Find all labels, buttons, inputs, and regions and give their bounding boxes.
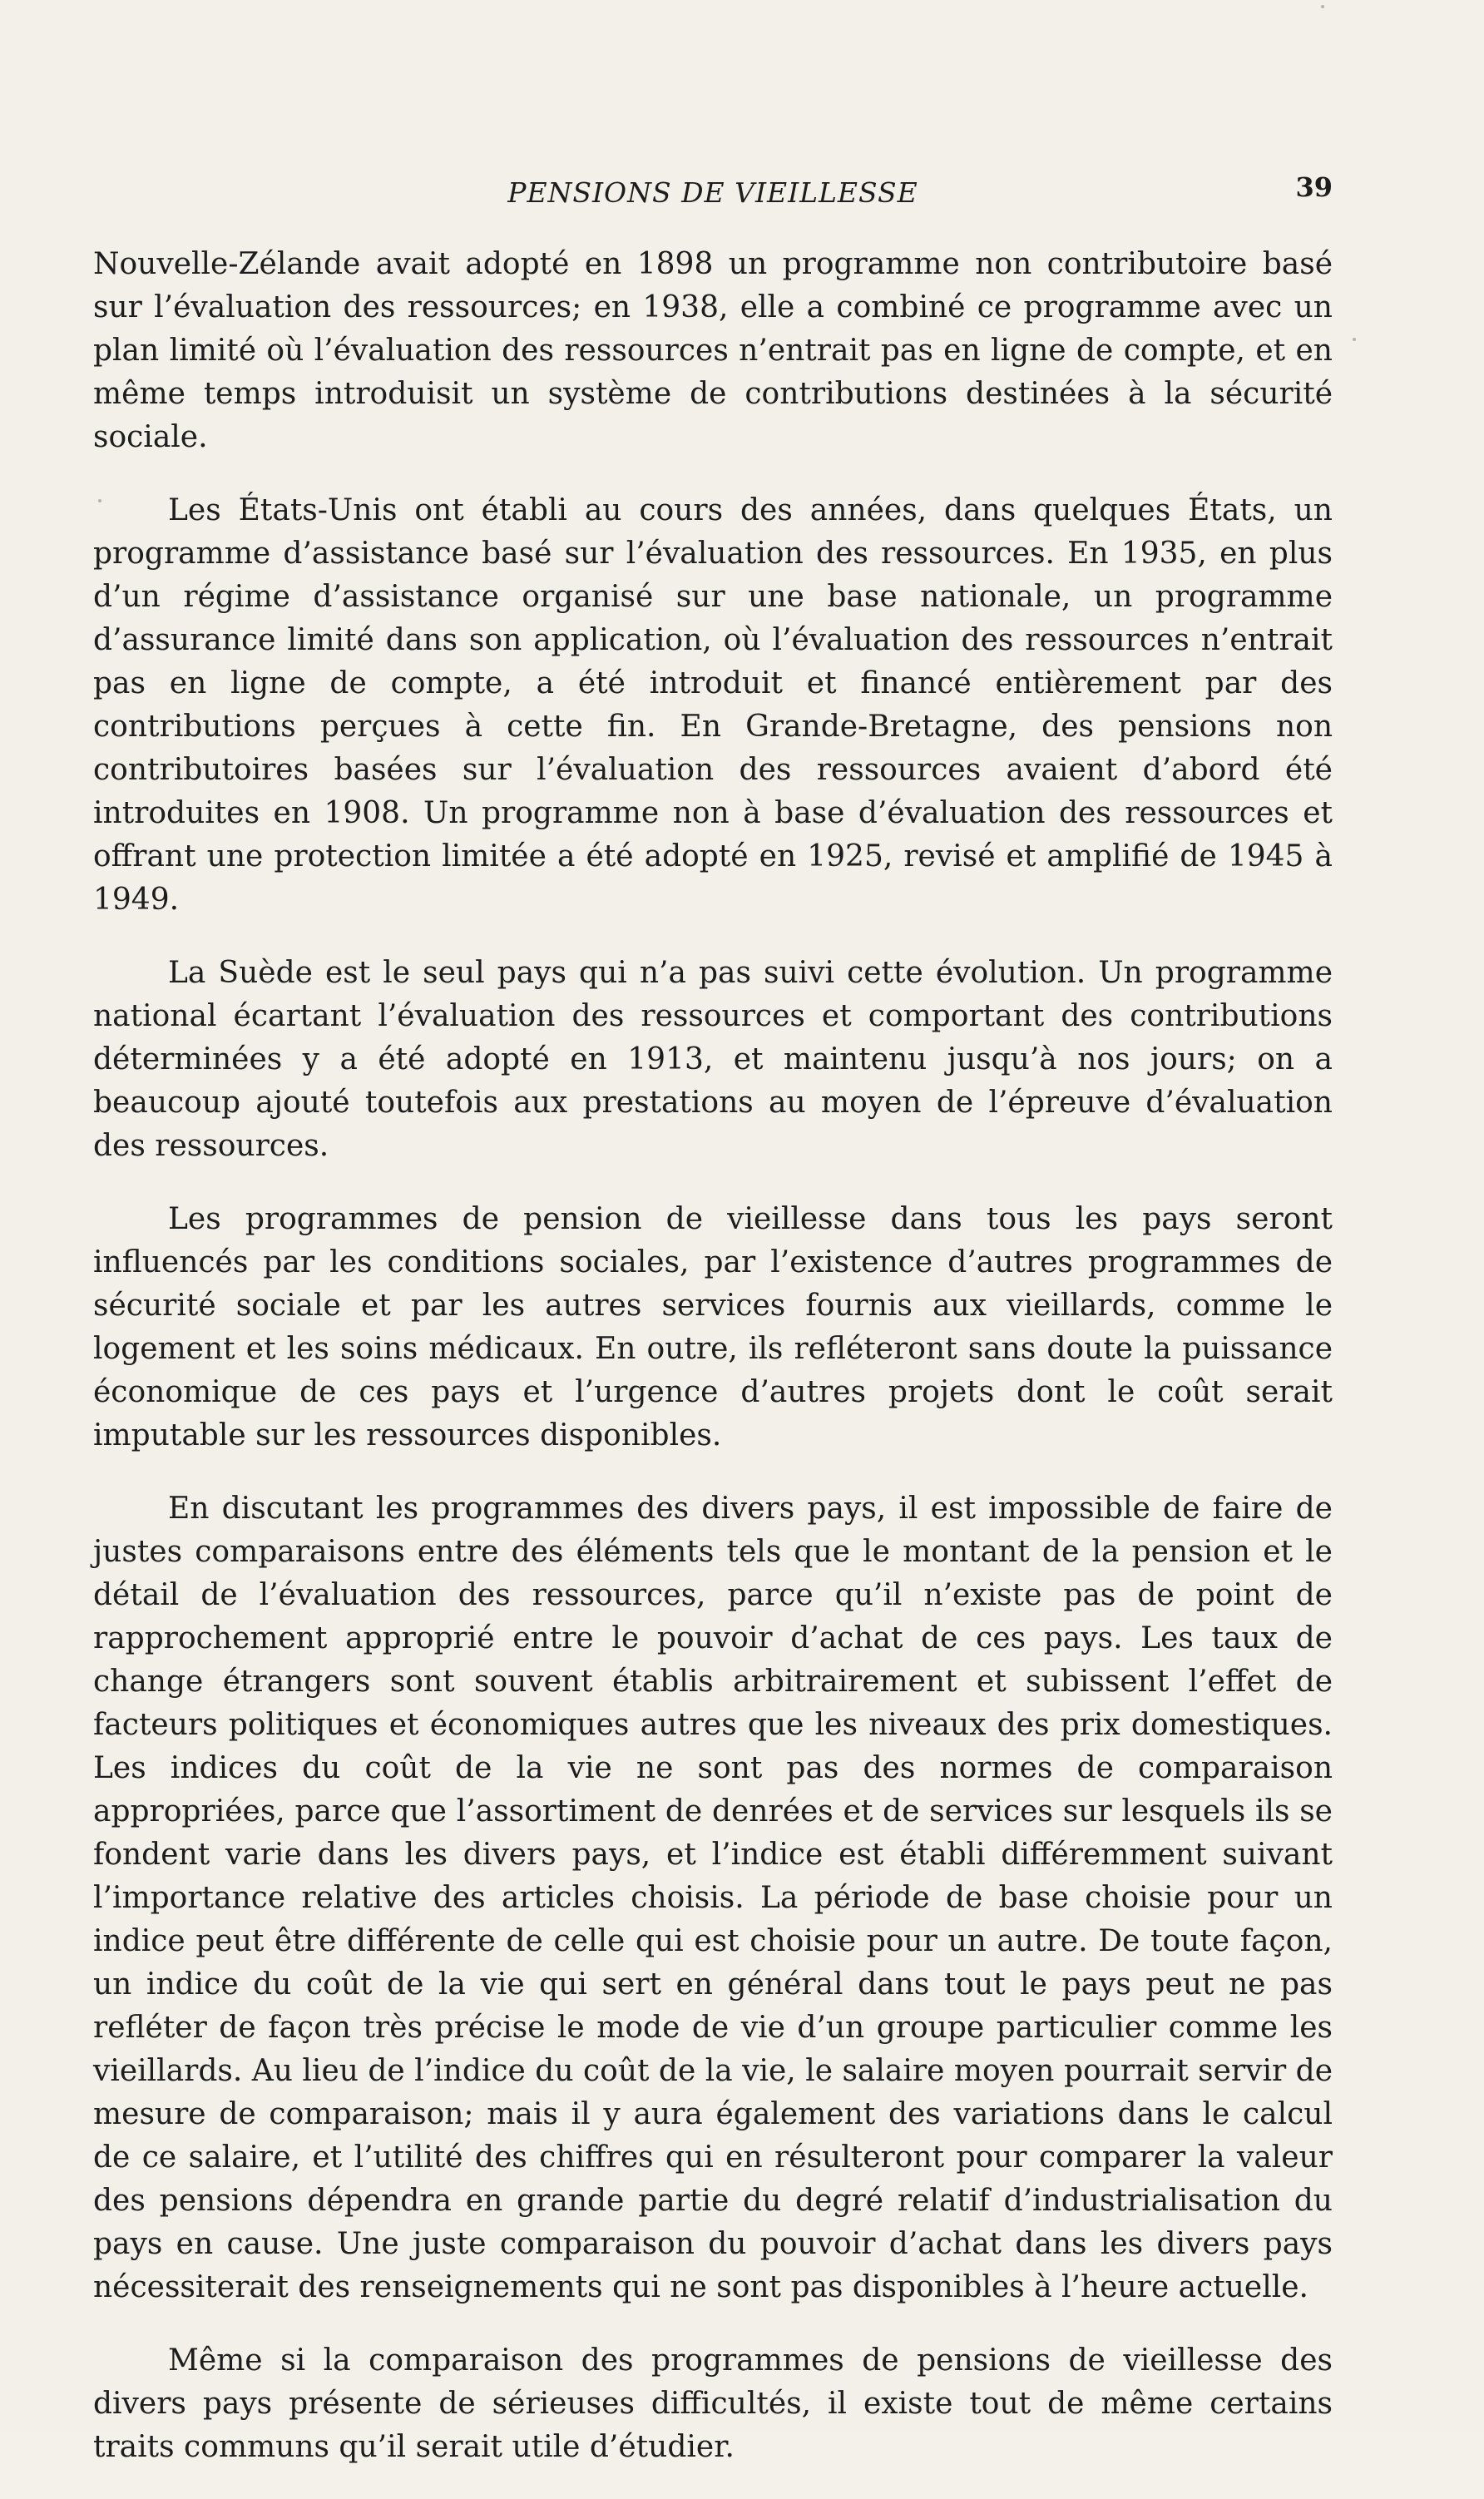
print-speck [1321, 5, 1324, 8]
body-text [93, 243, 1333, 2499]
print-speck [1353, 338, 1356, 341]
paragraph-united-states: Les États-Unis ont établi au cours des années, dans quelques États, un programme d’assistance basé sur l’évaluation des ressources. En 1935, en plus d’un régime d’assistance organisé sur une base nationale, un programme d’assurance limité dans son application, où l’évaluation des ressources n’entrait pas en ligne de compte, a été introduit et financé entièrement par des contributions perçues à cette fin. En Grande-Bretagne, des pensions non contributoires basées sur l’évaluation des ressources avaient d’abord été introduites en 1908. Un programme non à base d’évaluation des ressources et offrant une protection limitée a été adopté en 1925, revisé et amplifié de 1945 à 1949. [93, 493, 1333, 917]
page-number: 39 [1295, 171, 1333, 203]
paragraph-sweden: La Suède est le seul pays qui n’a pas suivi cette évolution. Un programme national écartant l’évaluation des ressources et comportant des contributions déterminées y a été adopté en 1913, et maintenu jusqu’à nos jours; on a beaucoup ajouté toutefois aux prestations au moyen de l’épreuve d’évaluation des ressources. [93, 956, 1333, 1163]
paragraph-continuation: Nouvelle-Zélande avait adopté en 1898 un programme non contributoire basé sur l’évaluation des ressources; en 1938, elle a combiné ce programme avec un plan limité où l’évaluation des ressources n’entrait pas en ligne de compte, et en même temps introduisit un système de contributions destinées à la sécurité sociale. [93, 247, 1333, 454]
paragraph-comparisons: En discutant les programmes des divers pays, il est impossible de faire de justes comparaisons entre des éléments tels que le montant de la pension et le détail de l’évaluation des ressources, parce qu’il n’existe pas de point de rapprochement approprié entre le pouvoir d’achat de ces pays. Les taux de change étrangers sont souvent établis arbitrairement et subissent l’effet de facteurs politiques et économiques autres que les niveaux des prix domestiques. Les indices du coût de la vie ne sont pas des normes de comparaison appropriées, parce que l’assortiment de denrées et de services sur lesquels ils se fondent varie dans les divers pays, et l’indice est établi différemment suivant l’importance relative des articles choisis. La période de base choisie pour un indice peut être différente de celle qui est choisie pour un autre. De toute façon, un indice du coût de la vie qui sert en général dans tout le pays peut ne pas refléter de façon très précise le mode de vie d’un groupe particulier comme les vieillards. Au lieu de l’indice du coût de la vie, le salaire moyen pourrait servir de mesure de comparaison; mais il y aura également des variations dans le calcul de ce salaire, et l’utilité des chiffres qui en résulteront pour comparer la valeur des pensions dépendra en grande partie du degré relatif d’industrialisation du pays en cause. Une juste comparaison du pouvoir d’achat dans les divers pays nécessiterait des renseignements qui ne sont pas disponibles à l’heure actuelle. [93, 1492, 1333, 2304]
paragraph-common-traits: Même si la comparaison des programmes de pensions de vieillesse des divers pays présente de sérieuses difficultés, il existe tout de même certains traits communs qu’il serait utile d’étudier. [93, 2343, 1333, 2464]
paragraph-social-conditions: Les programmes de pension de vieillesse dans tous les pays seront influencés par les conditions sociales, par l’existence d’autres programmes de sécurité sociale et par les autres services fournis aux vieillards, comme le logement et les soins médicaux. En outre, ils refléteront sans doute la puissance économique de ces pays et l’urgence d’autres projets dont le coût serait imputable sur les ressources disponibles. [93, 1202, 1333, 1452]
print-speck [98, 499, 101, 502]
running-title: PENSIONS DE VIEILLESSE [507, 176, 918, 209]
running-head [93, 171, 1333, 218]
